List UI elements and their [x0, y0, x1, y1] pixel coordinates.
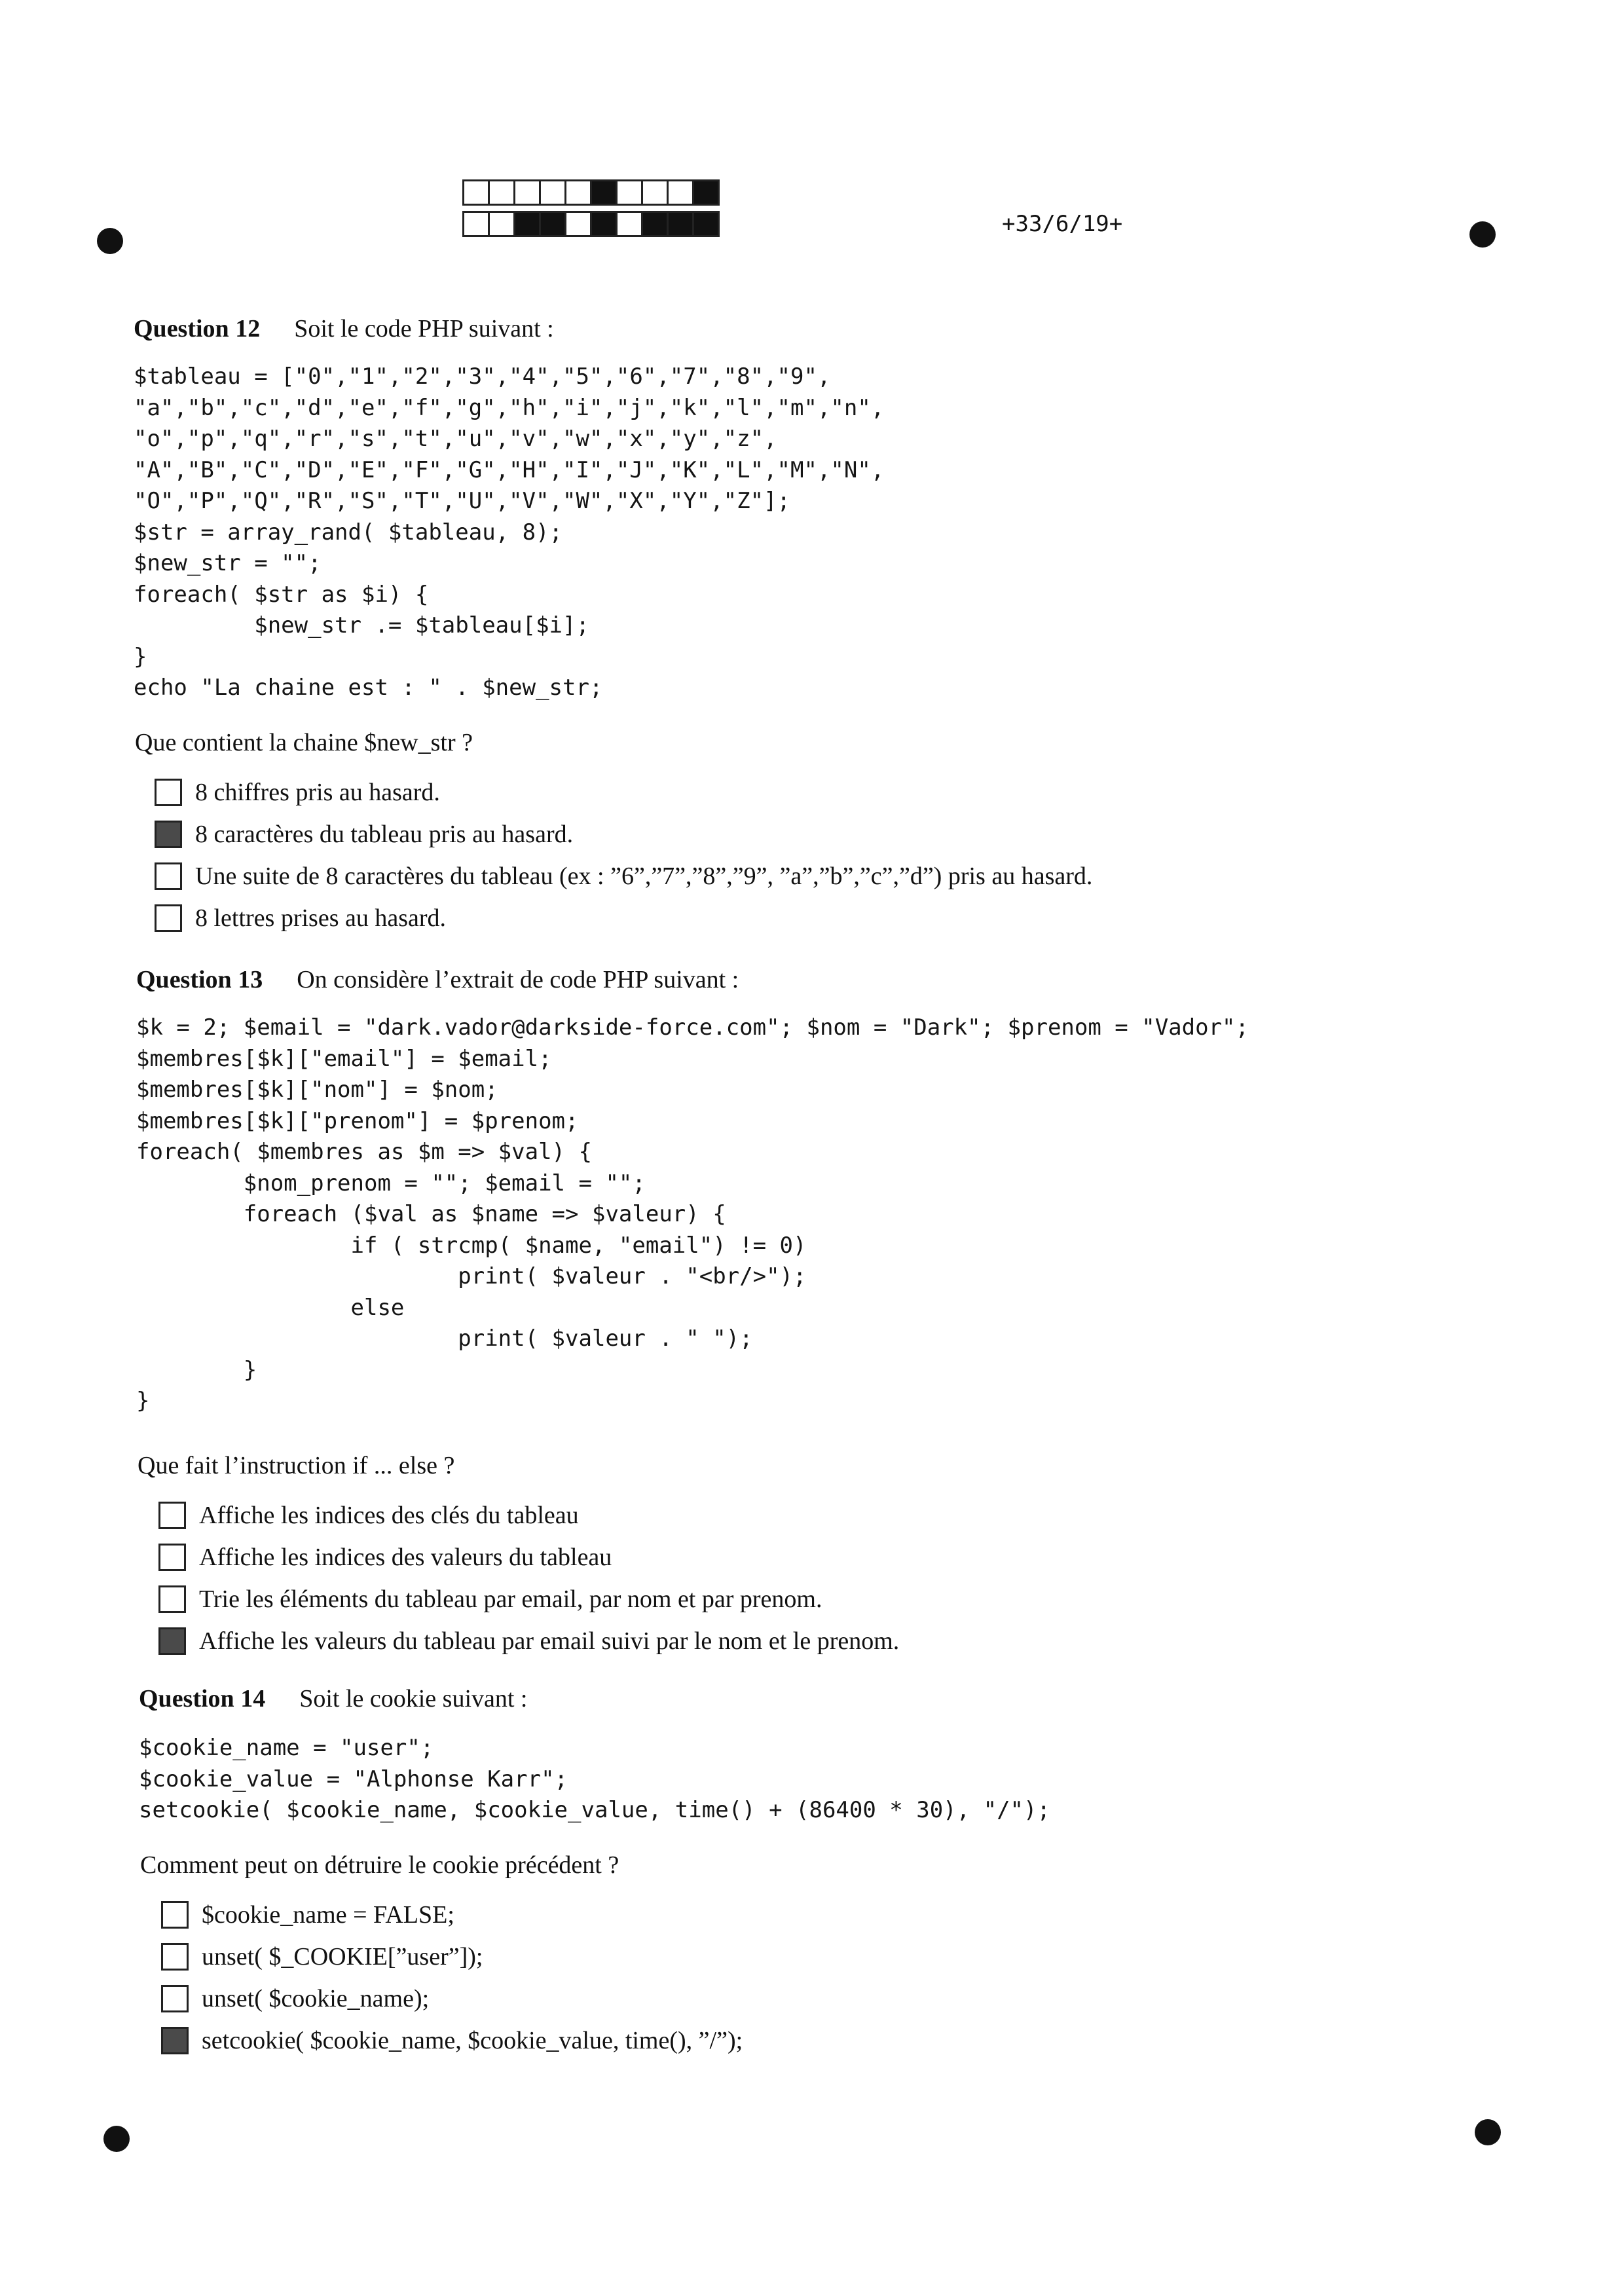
choice-label: Une suite de 8 caractères du tableau (ex : ”6”,”7”,”8”,”9”, ”a”,”b”,”c”,”d”) pris au hasard. [195, 862, 1093, 890]
answer-choice[interactable] [155, 897, 1092, 939]
question-number: Question 14 [139, 1685, 266, 1713]
choice-label: unset( $cookie_name); [202, 1985, 430, 2012]
barcode-cell [643, 213, 669, 235]
choice-label: $cookie_name = FALSE; [202, 1901, 454, 1929]
question-number: Question 12 [134, 315, 261, 343]
answer-choice[interactable] [158, 1494, 899, 1536]
barcode-cell [669, 213, 694, 235]
page-id: +33/6/19+ [1002, 211, 1123, 237]
registration-mark-top-right [1469, 221, 1496, 248]
code-block: $cookie_name = "user"; $cookie_value = "Alphonse Karr"; setcookie( $cookie_name, $cookie_value, time() + (86400 * 30), "/"); [139, 1735, 1050, 1823]
answer-choices [161, 1894, 743, 2062]
barcode-cell [490, 213, 515, 235]
choice-label: 8 lettres prises au hasard. [195, 904, 447, 932]
question-header [136, 965, 739, 994]
checkbox[interactable] [158, 1585, 186, 1613]
barcode-cell [694, 213, 718, 235]
page-barcode-bottom [462, 211, 720, 237]
barcode-cell [669, 181, 694, 204]
page-barcode-top [462, 179, 720, 206]
question-intro: Soit le cookie suivant : [299, 1685, 528, 1713]
checkbox[interactable] [158, 1544, 186, 1571]
barcode-cell [464, 213, 490, 235]
question-intro: Soit le code PHP suivant : [294, 315, 554, 343]
barcode-cell [592, 181, 618, 204]
checkbox[interactable] [155, 904, 182, 932]
barcode-cell [592, 213, 618, 235]
choice-label: Affiche les valeurs du tableau par email suivi par le nom et le prenom. [199, 1627, 900, 1655]
registration-mark-top-left [97, 228, 123, 254]
answer-choices [158, 1494, 899, 1662]
answer-choice[interactable] [161, 2020, 743, 2062]
choice-label: Trie les éléments du tableau par email, par nom et par prenom. [199, 1585, 822, 1613]
barcode-cell [541, 181, 566, 204]
code-block: $k = 2; $email = "dark.vador@darkside-force.com"; $nom = "Dark"; $prenom = "Vador"; $membres[$k]["email"] = $email; $membres[$k]["nom"] = $nom; $membres[$k]["prenom"] = $prenom; foreach( $membres as $m => $val) { $nom_prenom = ""; $email = ""; foreach ($val as $name => $valeur) { if ( strcmp( $name, "email") != 0) print( $valeur . "<br/>"); else print( $valeur . " "); } } [136, 1014, 1249, 1414]
question-prompt: Comment peut on détruire le cookie précédent ? [140, 1851, 619, 1879]
barcode-cell [541, 213, 566, 235]
answer-choice[interactable] [158, 1620, 899, 1662]
registration-mark-bottom-right [1475, 2119, 1501, 2145]
choice-label: Affiche les indices des clés du tableau [199, 1502, 579, 1529]
code-block: $tableau = ["0","1","2","3","4","5","6","7","8","9", "a","b","c","d","e","f","g","h","i","j","k","l","m","n", "o","p","q","r","s","t","u","v","w","x","y","z", "A","B","C","D","E","F","G","H","I","J","K","L","M","N", "O","P","Q","R","S","T","U","V","W","X","Y","Z"]; $str = array_rand( $tableau, 8); $new_str = ""; foreach( $str as $i) { $new_str .= $tableau[$i]; } echo "La chaine est : " . $new_str; [134, 363, 885, 701]
checkbox-checked[interactable] [155, 821, 182, 848]
answer-choice[interactable] [155, 813, 1092, 855]
answer-choice[interactable] [158, 1536, 899, 1578]
barcode-cell [566, 181, 592, 204]
barcode-cell [515, 181, 541, 204]
barcode-cell [464, 181, 490, 204]
checkbox[interactable] [161, 1901, 189, 1929]
choice-label: 8 caractères du tableau pris au hasard. [195, 821, 574, 848]
question-prompt: Que contient la chaine $new_str ? [135, 729, 473, 756]
answer-choice[interactable] [161, 1894, 743, 1936]
barcode-cell [618, 181, 643, 204]
checkbox[interactable] [161, 1943, 189, 1971]
answer-choices [155, 771, 1092, 939]
question-header [139, 1684, 528, 1713]
barcode-cell [566, 213, 592, 235]
question-number: Question 13 [136, 966, 263, 993]
answer-choice[interactable] [161, 1978, 743, 2020]
answer-choice[interactable] [155, 855, 1092, 897]
question-prompt: Que fait l’instruction if ... else ? [138, 1452, 455, 1479]
barcode-cell [618, 213, 643, 235]
checkbox[interactable] [155, 779, 182, 806]
choice-label: Affiche les indices des valeurs du tableau [199, 1544, 612, 1571]
answer-choice[interactable] [155, 771, 1092, 813]
question-header [134, 314, 554, 343]
answer-choice[interactable] [161, 1936, 743, 1978]
choice-label: unset( $_COOKIE[”user”]); [202, 1943, 483, 1971]
barcode-cell [515, 213, 541, 235]
choice-label: 8 chiffres pris au hasard. [195, 779, 440, 806]
registration-mark-bottom-left [103, 2126, 130, 2152]
choice-label: setcookie( $cookie_name, $cookie_value, time(), ”/”); [202, 2027, 743, 2054]
question-intro: On considère l’extrait de code PHP suivant : [297, 966, 739, 993]
barcode-cell [490, 181, 515, 204]
checkbox-checked[interactable] [161, 2027, 189, 2054]
barcode-cell [643, 181, 669, 204]
checkbox-checked[interactable] [158, 1627, 186, 1655]
barcode-cell [694, 181, 718, 204]
checkbox[interactable] [155, 862, 182, 890]
checkbox[interactable] [158, 1502, 186, 1529]
answer-choice[interactable] [158, 1578, 899, 1620]
checkbox[interactable] [161, 1985, 189, 2012]
